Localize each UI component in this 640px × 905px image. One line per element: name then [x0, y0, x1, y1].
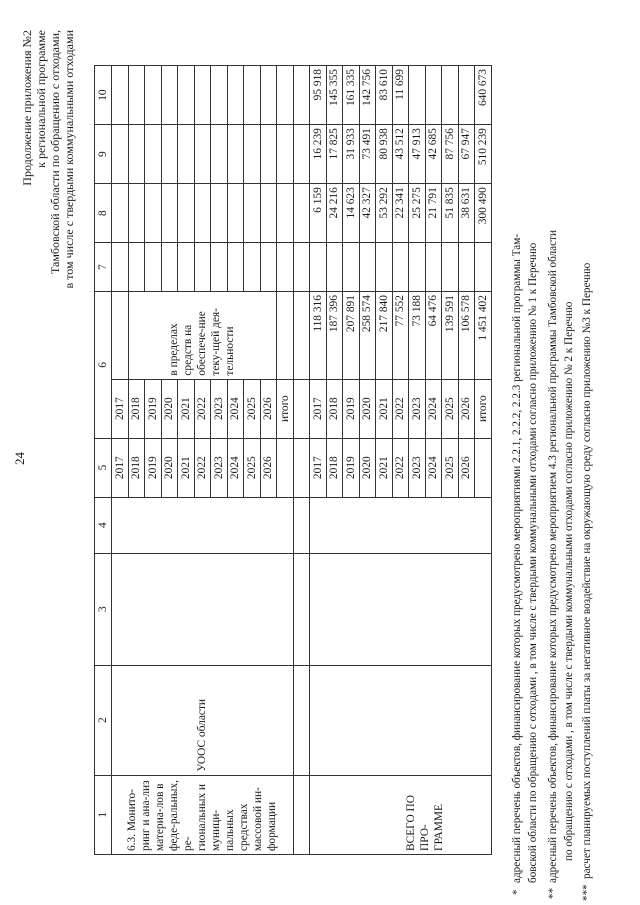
empty-cell: [128, 243, 145, 292]
funding-note-cell: в пределах средств на обеспече-ние теку-щей дея-тельности: [128, 292, 277, 380]
amount-cell: 67 947: [458, 125, 475, 184]
empty-cell: [194, 125, 211, 184]
amount-cell: 258 574: [359, 292, 376, 380]
footnote-1-line-2: бовской области по обращению с отходами , в том числе с твердыми коммунальными отходами согласно приложению № 1 к Перечню: [527, 242, 539, 883]
amount-cell: 80 938: [376, 125, 393, 184]
amount-cell: 73 491: [359, 125, 376, 184]
total-label-cell: итого: [475, 379, 492, 438]
amount-cell: 187 396: [326, 292, 343, 380]
empty-cell: [227, 184, 244, 243]
col-header: 2: [95, 665, 112, 775]
amount-cell: 83 610: [376, 66, 393, 125]
header-line-3: Тамбовской области по обращению с отходами,: [48, 30, 62, 275]
empty-cell: [277, 66, 294, 125]
empty-cell: [310, 665, 492, 775]
footnote-mark-2: **: [547, 887, 559, 899]
col-header: 8: [95, 184, 112, 243]
empty-cell: [112, 553, 294, 665]
header-line-4: в том числе с твердыми коммунальными отходами: [62, 30, 76, 289]
empty-cell: [145, 125, 162, 184]
empty-cell: [260, 184, 277, 243]
column-header-row: [95, 66, 112, 855]
empty-cell: [392, 243, 409, 292]
table-row: [112, 66, 129, 855]
total-amount-cell: 640 673: [475, 66, 492, 125]
amount-cell: 42 327: [359, 184, 376, 243]
amount-cell: 25 275: [409, 184, 426, 243]
amount-cell: 145 355: [326, 66, 343, 125]
year-cell: 2019: [145, 379, 162, 438]
amount-cell: 207 891: [343, 292, 360, 380]
amount-cell: 73 188: [409, 292, 426, 380]
footnote-2-line-2: по обращению с отходами , в том числе с твердыми коммунальными отходами согласно приложению № 2 к Перечню: [563, 301, 575, 861]
empty-cell: [145, 243, 162, 292]
empty-cell: [293, 553, 310, 665]
total-amount-cell: 300 490: [475, 184, 492, 243]
footnote-1-line-1: адресный перечень объектов, финансирование которых предусмотрено мероприятиями 2.2.1, 2.2.2, 2.2.3 региональной программы Там-: [511, 233, 523, 883]
col-header: 10: [95, 66, 112, 125]
empty-cell: [244, 66, 261, 125]
empty-cell: [112, 66, 129, 125]
empty-cell: [277, 438, 294, 497]
year-cell: 2025: [442, 438, 459, 497]
amount-cell: 139 591: [442, 292, 459, 380]
year-cell: 2019: [343, 438, 360, 497]
empty-cell: [293, 184, 310, 243]
amount-cell: 95 918: [310, 66, 327, 125]
footnote-2-line-1: адресный перечень объектов, финансирование которых предусмотрено мероприятием 4.3 региональной программы Тамбовской области: [547, 230, 559, 883]
year-cell: 2018: [326, 379, 343, 438]
empty-cell: [161, 66, 178, 125]
amount-cell: [409, 66, 426, 125]
year-cell: 2021: [178, 379, 195, 438]
year-cell: 2022: [392, 379, 409, 438]
empty-cell: [211, 184, 228, 243]
total-amount-cell: 1 451 402: [475, 292, 492, 380]
amount-cell: 17 825: [326, 125, 343, 184]
empty-cell: [128, 184, 145, 243]
empty-cell: [277, 184, 294, 243]
amount-cell: [458, 66, 475, 125]
empty-cell: [277, 125, 294, 184]
empty-cell: [112, 184, 129, 243]
empty-cell: [211, 66, 228, 125]
empty-cell: [128, 125, 145, 184]
year-cell: 2026: [260, 438, 277, 497]
col-header: 6: [95, 292, 112, 439]
empty-cell: [227, 66, 244, 125]
amount-cell: [425, 66, 442, 125]
empty-cell: [293, 438, 310, 497]
year-cell: 2018: [128, 379, 145, 438]
year-cell: 2020: [359, 438, 376, 497]
total-label-cell: итого: [277, 379, 294, 438]
empty-cell: [376, 243, 393, 292]
empty-cell: [293, 125, 310, 184]
amount-cell: 142 756: [359, 66, 376, 125]
empty-cell: [128, 66, 145, 125]
empty-cell: [310, 553, 492, 665]
empty-cell: [112, 125, 129, 184]
year-cell: 2021: [376, 379, 393, 438]
header-line-2: к региональной программе: [34, 30, 48, 168]
empty-cell: [244, 184, 261, 243]
empty-cell: [112, 292, 129, 380]
empty-cell: [161, 125, 178, 184]
total-amount-cell: 510 239: [475, 125, 492, 184]
empty-cell: [425, 243, 442, 292]
activity-name-cell: 6.3. Монито-ринг и ана-лиз материа-лов в феде-ральных, ре-гиональных и муници-пальных средствах массовой ин-формации: [112, 775, 294, 854]
year-cell: 2017: [112, 438, 129, 497]
amount-cell: 22 341: [392, 184, 409, 243]
amount-cell: 24 216: [326, 184, 343, 243]
footnote-mark-1: *: [511, 889, 523, 895]
empty-cell: [227, 125, 244, 184]
empty-cell: [260, 125, 277, 184]
page-number: 24: [12, 452, 27, 465]
amount-cell: 43 512: [392, 125, 409, 184]
footnote-mark-3: ***: [581, 884, 593, 901]
table-row-spacer: [293, 66, 310, 855]
year-cell: 2023: [211, 438, 228, 497]
empty-cell: [277, 243, 294, 292]
empty-cell: [409, 243, 426, 292]
empty-cell: [475, 438, 492, 497]
year-cell: 2017: [112, 379, 129, 438]
empty-cell: [211, 243, 228, 292]
program-table: [94, 65, 492, 855]
empty-cell: [112, 243, 129, 292]
col-header: 4: [95, 497, 112, 553]
empty-cell: [475, 243, 492, 292]
amount-cell: 64 476: [425, 292, 442, 380]
empty-cell: [178, 66, 195, 125]
year-cell: 2025: [244, 379, 261, 438]
empty-cell: [293, 665, 310, 775]
year-cell: 2021: [376, 438, 393, 497]
table-row: [310, 66, 327, 855]
year-cell: 2025: [442, 379, 459, 438]
empty-cell: [227, 243, 244, 292]
empty-cell: [194, 66, 211, 125]
col-header: 5: [95, 438, 112, 497]
empty-cell: [112, 497, 294, 553]
empty-cell: [260, 243, 277, 292]
empty-cell: [194, 243, 211, 292]
year-cell: 2020: [161, 379, 178, 438]
empty-cell: [310, 243, 327, 292]
amount-cell: 77 552: [392, 292, 409, 380]
empty-cell: [293, 243, 310, 292]
empty-cell: [244, 125, 261, 184]
empty-cell: [458, 243, 475, 292]
empty-cell: [145, 184, 162, 243]
empty-cell: [293, 497, 310, 553]
amount-cell: 16 239: [310, 125, 327, 184]
amount-cell: 14 623: [343, 184, 360, 243]
empty-cell: [310, 497, 492, 553]
empty-cell: [178, 125, 195, 184]
header-line-1: Продолжение приложения №2: [20, 30, 34, 186]
year-cell: 2024: [425, 438, 442, 497]
empty-cell: [277, 292, 294, 380]
year-cell: 2023: [409, 438, 426, 497]
empty-cell: [293, 66, 310, 125]
empty-cell: [161, 243, 178, 292]
empty-cell: [293, 379, 310, 438]
year-cell: 2018: [326, 438, 343, 497]
empty-cell: [211, 125, 228, 184]
empty-cell: [178, 184, 195, 243]
amount-cell: 38 631: [458, 184, 475, 243]
empty-cell: [145, 66, 162, 125]
amount-cell: 51 835: [442, 184, 459, 243]
amount-cell: 31 933: [343, 125, 360, 184]
empty-cell: [178, 243, 195, 292]
amount-cell: 6 159: [310, 184, 327, 243]
year-cell: 2023: [211, 379, 228, 438]
year-cell: 2020: [161, 438, 178, 497]
empty-cell: [326, 243, 343, 292]
empty-cell: [359, 243, 376, 292]
year-cell: 2026: [260, 379, 277, 438]
amount-cell: 106 578: [458, 292, 475, 380]
amount-cell: 21 791: [425, 184, 442, 243]
amount-cell: 161 335: [343, 66, 360, 125]
col-header: 3: [95, 553, 112, 665]
amount-cell: [442, 66, 459, 125]
col-header: 7: [95, 243, 112, 292]
year-cell: 2022: [194, 379, 211, 438]
empty-cell: [260, 66, 277, 125]
amount-cell: 53 292: [376, 184, 393, 243]
empty-cell: [293, 775, 310, 854]
empty-cell: [194, 184, 211, 243]
amount-cell: 118 316: [310, 292, 327, 380]
year-cell: 2026: [458, 379, 475, 438]
empty-cell: [244, 243, 261, 292]
year-cell: 2021: [178, 438, 195, 497]
empty-cell: [293, 292, 310, 380]
amount-cell: 47 913: [409, 125, 426, 184]
col-header: 9: [95, 125, 112, 184]
col-header: 1: [95, 775, 112, 854]
year-cell: 2018: [128, 438, 145, 497]
year-cell: 2025: [244, 438, 261, 497]
year-cell: 2024: [227, 438, 244, 497]
empty-cell: [442, 243, 459, 292]
year-cell: 2022: [392, 438, 409, 497]
year-cell: 2023: [409, 379, 426, 438]
footnote-3: расчет планируемых поступлений платы за негативное воздействие на окружающую среду согласно приложению №3 к Перечню: [581, 262, 593, 879]
year-cell: 2022: [194, 438, 211, 497]
year-cell: 2019: [145, 438, 162, 497]
year-cell: 2017: [310, 379, 327, 438]
amount-cell: 42 685: [425, 125, 442, 184]
empty-cell: [343, 243, 360, 292]
year-cell: 2017: [310, 438, 327, 497]
program-total-name-cell: ВСЕГО ПО ПРО-ГРАММЕ: [310, 775, 492, 854]
year-cell: 2026: [458, 438, 475, 497]
year-cell: 2024: [425, 379, 442, 438]
amount-cell: 11 699: [392, 66, 409, 125]
executor-cell: УООС области: [112, 665, 294, 775]
amount-cell: 217 840: [376, 292, 393, 380]
empty-cell: [161, 184, 178, 243]
year-cell: 2020: [359, 379, 376, 438]
amount-cell: 87 756: [442, 125, 459, 184]
year-cell: 2024: [227, 379, 244, 438]
year-cell: 2019: [343, 379, 360, 438]
